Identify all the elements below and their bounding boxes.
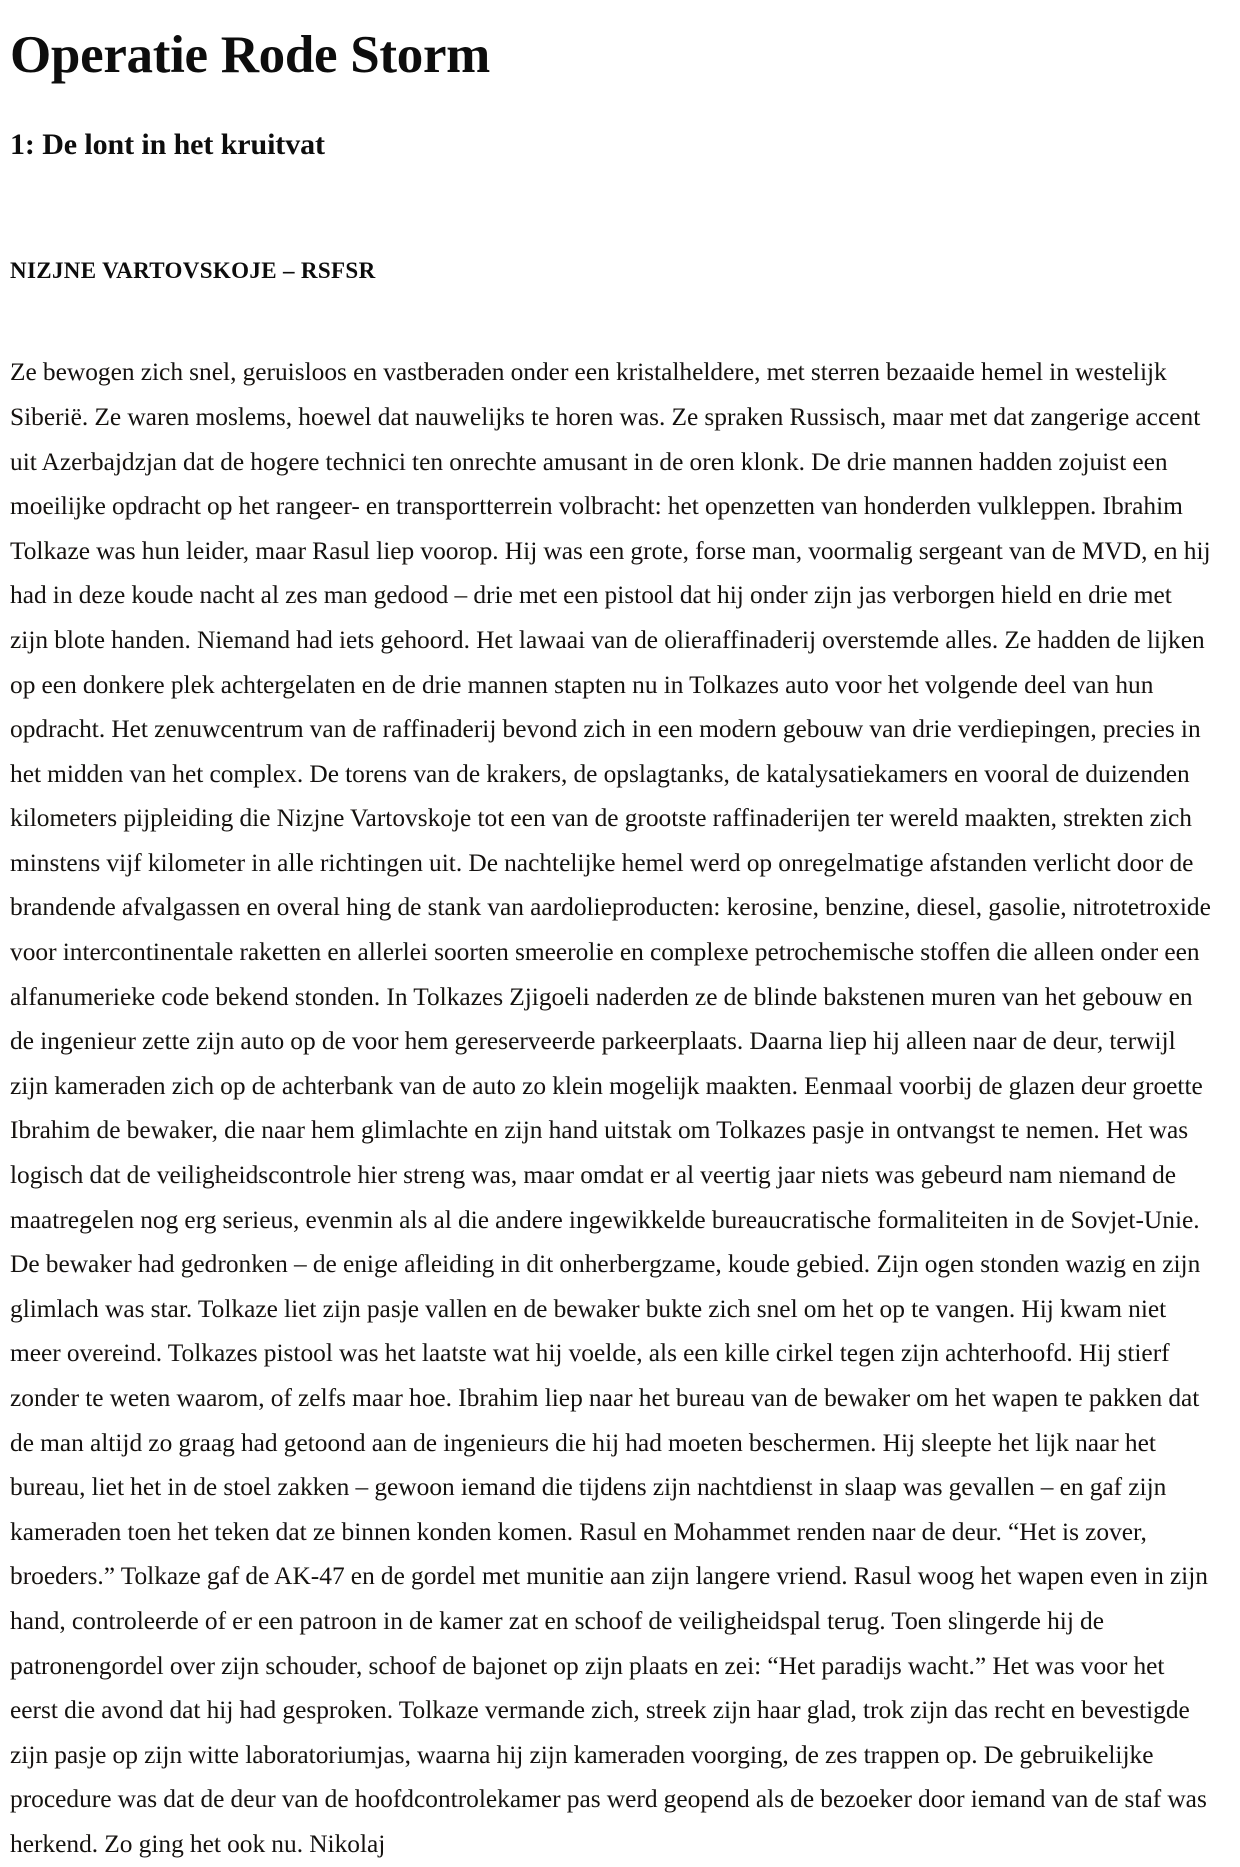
body-paragraph: Ze bewogen zich snel, geruisloos en vastberaden onder een kristalheldere, met sterren bezaaide hemel in westelijk Siberië. Ze waren moslems, hoewel dat nauwelijks te horen was. Ze spraken Russisch, maar met dat zangerige accent uit Azerbajdzjan dat de hogere technici ten onrechte amusant in de oren klonk. De drie mannen hadden zojuist een moeilijke opdracht op het rangeer- en transportterrein volbracht: het openzetten van honderden vulkleppen. Ibrahim Tolkaze was hun leider, maar Rasul liep voorop. Hij was een grote, forse man, voormalig sergeant van de MVD, en hij had in deze koude nacht al zes man gedood – drie met een pistool dat hij onder zijn jas verborgen hield en drie met zijn blote handen. Niemand had iets gehoord. Het lawaai van de olieraffinaderij overstemde alles. Ze hadden de lijken op een donkere plek achtergelaten en de drie mannen stapten nu in Tolkazes auto voor het volgende deel van hun opdracht. Het zenuwcentrum van de raffinaderij bevond zich in een modern gebouw van drie verdiepingen, precies in het midden van het complex. De torens van de krakers, de opslagtanks, de katalysatiekamers en vooral de duizenden kilometers pijpleiding die Nizjne Vartovskoje tot een van de grootste raffinaderijen ter wereld maakten, strekten zich minstens vijf kilometer in alle richtingen uit. De nachtelijke hemel werd op onregelmatige afstanden verlicht door de brandende afvalgassen en overal hing de stank van aardolieproducten: kerosine, benzine, diesel, gasolie, nitrotetroxide voor intercontinentale raketten en allerlei soorten smeerolie en complexe petrochemische stoffen die alleen onder een alfanumerieke code bekend stonden. In Tolkazes Zjigoeli naderden ze de blinde bakstenen muren van het gebouw en de ingenieur zette zijn auto op de voor hem gereserveerde parkeerplaats. Daarna liep hij alleen naar de deur, terwijl zijn kameraden zich op de achterbank van de auto zo klein mogelijk maakten. Eenmaal voorbij de glazen deur groette Ibrahim de bewaker, die naar hem glimlachte en zijn hand uitstak om Tolkazes pasje in ontvangst te nemen. Het was logisch dat de veiligheidscontrole hier streng was, maar omdat er al veertig jaar niets was gebeurd nam niemand de maatregelen nog erg serieus, evenmin als al die andere ingewikkelde bureaucratische formaliteiten in de Sovjet-Unie. De bewaker had gedronken – de enige afleiding in dit onherbergzame, koude gebied. Zijn ogen stonden wazig en zijn glimlach was star. Tolkaze liet zijn pasje vallen en de bewaker bukte zich snel om het op te vangen. Hij kwam niet meer overeind. Tolkazes pistool was het laatste wat hij voelde, als een kille cirkel tegen zijn achterhoofd. Hij stierf zonder te weten waarom, of zelfs maar hoe. Ibrahim liep naar het bureau van de bewaker om het wapen te pakken dat de man altijd zo graag had getoond aan de ingenieurs die hij had moeten beschermen. Hij sleepte het lijk naar het bureau, liet het in de stoel zakken – gewoon iemand die tijdens zijn nachtdienst in slaap was gevallen – en gaf zijn kameraden toen het teken dat ze binnen konden komen. Rasul en Mohammet renden naar de deur. “Het is zover, broeders.” Tolkaze gaf de AK-47 en de gordel met munitie aan zijn langere vriend. Rasul woog het wapen even in zijn hand, controleerde of er een patroon in de kamer zat en schoof de veiligheidspal terug. Toen slingerde hij de patronengordel over zijn schouder, schoof de bajonet op zijn plaats en zei: “Het paradijs wacht.” Het was voor het eerst die avond dat hij had gesproken. Tolkaze vermande zich, streek zijn haar glad, trok zijn das recht en bevestigde zijn pasje op zijn witte laboratoriumjas, waarna hij zijn kameraden voorging, de zes trappen op. De gebruikelijke procedure was dat de deur van de hoofdcontrolekamer pas werd geopend als de bezoeker door iemand van de staf was herkend. Zo ging het ook nu. Nikolaj xyxy=(10,358,1211,1858)
document-title: Operatie Rode Storm xyxy=(10,26,491,84)
scene-location-heading: NIZJNE VARTOVSKOJE – RSFSR xyxy=(10,257,376,283)
body-text-block xyxy=(10,284,1212,1866)
chapter-heading: 1: De lont in het kruitvat xyxy=(10,128,325,162)
